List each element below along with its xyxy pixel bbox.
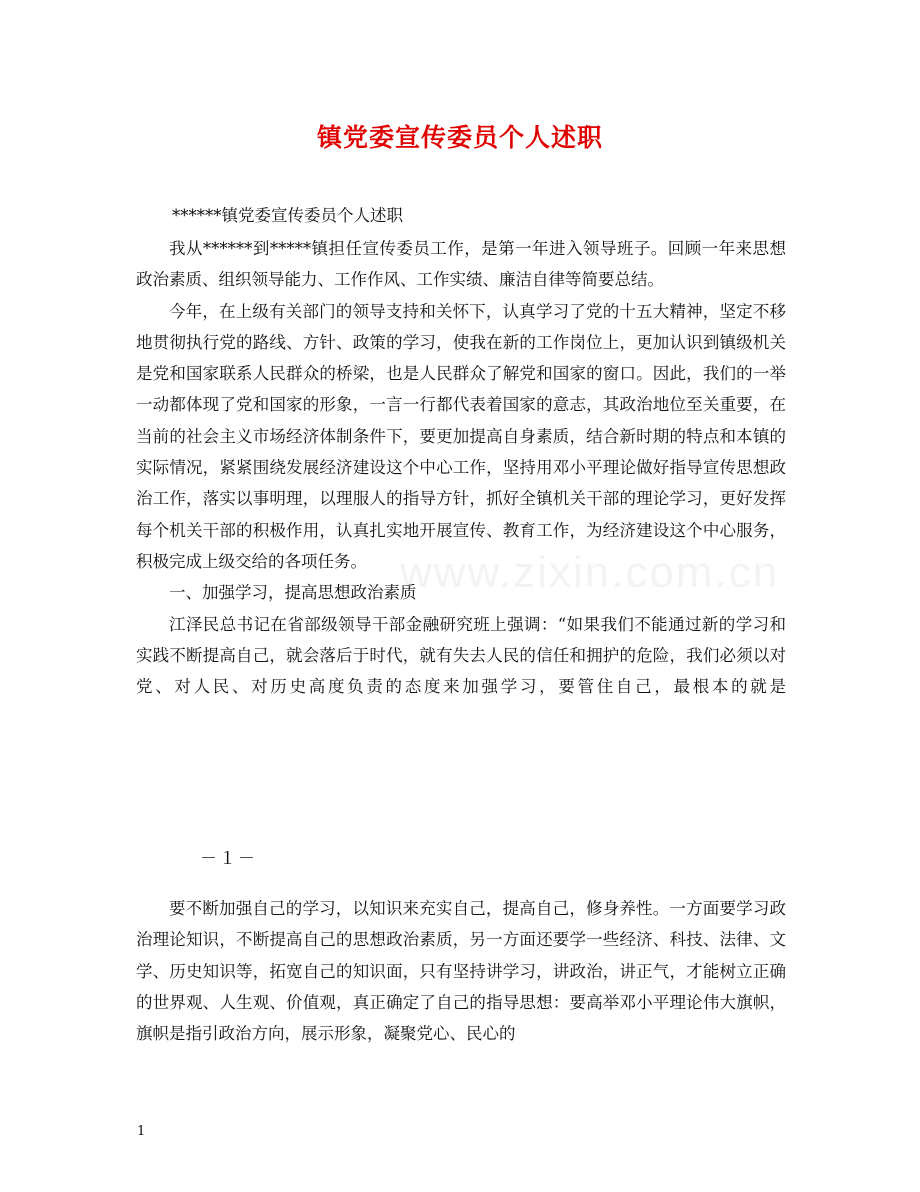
body-text-top	[136, 233, 786, 702]
watermark-text: www.zixin.com.cn	[400, 548, 780, 597]
page-marker: －１－	[200, 849, 257, 869]
document-title: 镇党委宣传委员个人述职	[316, 123, 603, 152]
paragraph-main: 今年，在上级有关部门的领导支持和关怀下，认真学习了党的十五大精神，坚定不移地贯彻执行党的路线、方针、政策的学习，使我在新的工作岗位上，更加认识到镇级机关是党和国家联系人民群众的桥梁，也是人民群众了解党和国家的窗口。因此，我们的一举一动都体现了党和国家的形象，一言一行都代表着国家的意志，其政治地位至关重要，在当前的社会主义市场经济体制条件下，要更加提高自身素质，结合新时期的特点和本镇的实际情况，紧紧围绕发展经济建设这个中心工作，坚持用邓小平理论做好指导宣传思想政治工作，落实以事明理，以理服人的指导方针，抓好全镇机关干部的理论学习，更好发挥每个机关干部的积极作用，认真扎实地开展宣传、教育工作，为经济建设这个中心服务，积极完成上级交给的各项任务。	[136, 301, 786, 571]
paragraph-intro: 我从******到*****镇担任宣传委员工作，是第一年进入领导班子。回顾一年来思想政治素质、组织领导能力、工作作风、工作实绩、廉洁自律等简要总结。	[136, 239, 786, 290]
body-text-bottom	[136, 893, 786, 1049]
document-subtitle: ******镇党委宣传委员个人述职	[172, 206, 403, 225]
paragraph-continued: 要不断加强自己的学习，以知识来充实自己，提高自己，修身养性。一方面要学习政治理论知识，不断提高自己的思想政治素质，另一方面还要学一些经济、科技、法律、文学、历史知识等，拓宽自己的知识面，只有坚持讲学习，讲政治，讲正气，才能树立正确的世界观、人生观、价值观，真正确定了自己的指导思想：要高举邓小平理论伟大旗帜，旗帜是指引政治方向，展示形象，凝聚党心、民心的	[136, 899, 786, 1044]
footer-page-number: 1	[137, 1124, 146, 1139]
paragraph-quote: 江泽民总书记在省部级领导干部金融研究班上强调：“如果我们不能通过新的学习和实践不断提高自己，就会落后于时代，就有失去人民的信任和拥护的危险，我们必须以对党、对人民、对历史高度负责的态度来加强学习，要管住自己，最根本的就是	[136, 614, 786, 697]
section-heading: 一、加强学习，提高思想政治素质	[169, 583, 417, 603]
